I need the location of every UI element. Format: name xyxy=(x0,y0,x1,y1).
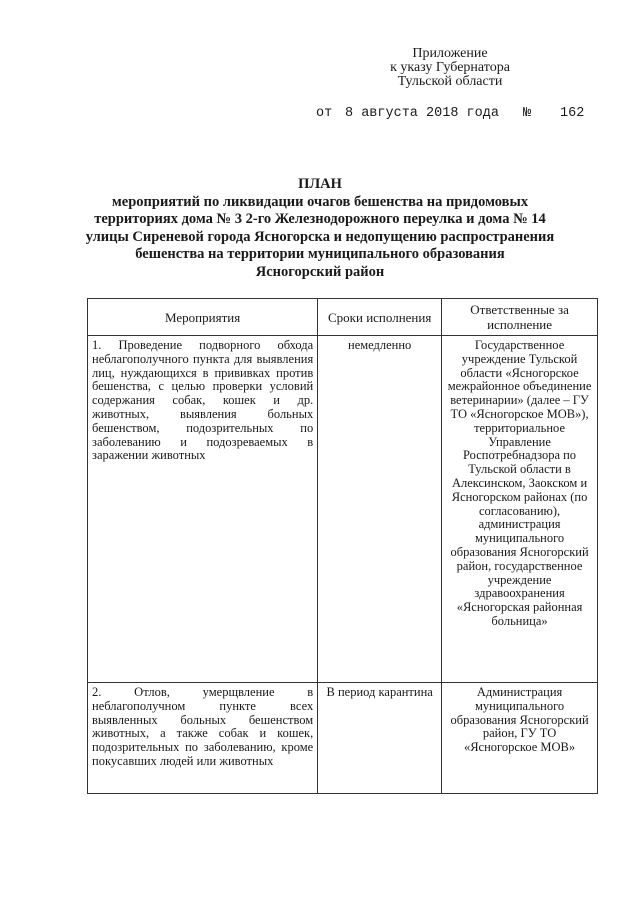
appendix-line: Приложение xyxy=(412,46,488,61)
title-line: бешенства на территории муниципального образования xyxy=(135,246,505,262)
table-row xyxy=(88,683,598,794)
order-number-sign: № xyxy=(523,106,532,121)
title-line: мероприятий по ликвидации очагов бешенства на придомовых xyxy=(111,193,529,210)
title-line: улицы Сиреневой города Ясногорска и недопущению распространения xyxy=(85,228,555,245)
table-header-row xyxy=(88,299,598,336)
header-deadlines: Сроки исполнения xyxy=(318,299,442,336)
cell-measure: 1. Проведение подворного обхода неблагополучного пункта для выявления лиц, нуждающихся в прививках против бешенства, с целью проверки условий содержания собак, кошек и др. животных, выявления больных бешенством, подозрительных по заболеванию и подозреваемых в заражении животных xyxy=(88,336,318,683)
table-row xyxy=(88,336,598,683)
header-measures: Мероприятия xyxy=(88,299,318,336)
title-line: Ясногорский район xyxy=(255,263,385,280)
title-line: территориях дома № 3 2-го Железнодорожного переулка и дома № 14 xyxy=(94,211,546,227)
cell-deadline: В период карантина xyxy=(318,683,442,794)
cell-responsible: Государственное учреждение Тульской области «Ясногорское межрайонное объединение ветеринарии» (далее – ГУ ТО «Ясногорское МОВ»), территориальное Управление Роспотребнадзора по Тульской области в Алексинском, Заокском и Ясногорском районах (по согласованию), администрация муниципального образования Ясногорский район, государственное учреждение здравоохранения «Ясногорская районная больница» xyxy=(442,336,598,683)
document-title xyxy=(80,176,560,281)
order-number: 162 xyxy=(560,106,585,121)
order-date: 8 августа 2018 года xyxy=(345,106,499,121)
appendix-line: Тульской области xyxy=(397,74,503,89)
header-responsible: Ответственные за исполнение xyxy=(442,299,598,336)
cell-measure: 2. Отлов, умерщвление в неблагополучном пункте всех выявленных больных бешенством животных, а также собак и кошек, подозрительных по заболеванию, кроме покусавших людей или животных xyxy=(88,683,318,794)
cell-responsible: Администрация муниципального образования Ясногорский район, ГУ ТО «Ясногорское МОВ» xyxy=(442,683,598,794)
plan-table xyxy=(87,298,598,794)
appendix-block xyxy=(360,47,540,89)
cell-deadline: немедленно xyxy=(318,336,442,683)
title-heading: ПЛАН xyxy=(298,176,342,192)
appendix-line: к указу Губернатора xyxy=(390,60,510,75)
order-from-label: от xyxy=(316,106,333,121)
